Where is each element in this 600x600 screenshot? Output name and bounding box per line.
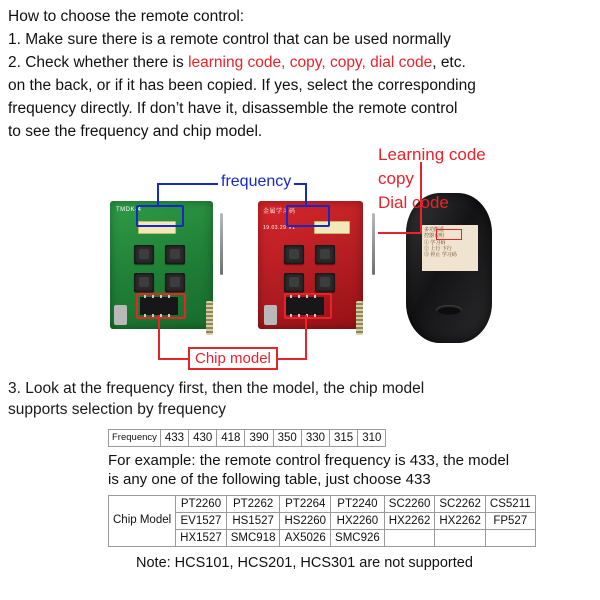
intro-line-2-highlight: learning code, copy, copy, dial code xyxy=(188,54,433,71)
frequency-callout-box-green xyxy=(136,205,184,227)
red-pcb-silkscreen-2: 19.03.29 V1 xyxy=(263,225,296,231)
intro-line-2-b: , etc. xyxy=(432,54,466,71)
remote-button-lens xyxy=(436,305,462,315)
table-row xyxy=(109,495,536,512)
frequency-table-header: Frequency xyxy=(109,429,161,446)
chip-cell-1-5: HX2262 xyxy=(435,512,486,529)
frequency-cell-3: 390 xyxy=(245,429,273,446)
green-coil xyxy=(206,301,213,335)
frequency-cell-4: 350 xyxy=(273,429,301,446)
frequency-leader-red xyxy=(305,183,307,206)
intro-line-4: frequency directly. If don’t have it, disassemble the remote control xyxy=(8,100,458,117)
red-pcb-silkscreen-1: 金属学习码 xyxy=(263,209,296,215)
chip-cell-0-6: CS5211 xyxy=(485,495,535,512)
green-solder-pad xyxy=(114,305,127,325)
learning-leader-horizontal xyxy=(378,232,422,234)
red-button-3 xyxy=(284,273,304,292)
chip-cell-1-0: EV1527 xyxy=(176,512,227,529)
example-line-2: is any one of the following table, just choose 433 xyxy=(108,471,431,489)
support-note: Note: HCS101, HCS201, HCS301 are not supported xyxy=(136,554,473,571)
intro-title: How to choose the remote control: xyxy=(8,8,245,25)
red-solder-pad xyxy=(264,305,277,325)
intro-line-5: to see the frequency and chip model. xyxy=(8,123,263,140)
chip-cell-1-4: HX2262 xyxy=(384,512,435,529)
intro-line-1: 1. Make sure there is a remote control that can be used normally xyxy=(8,31,451,48)
remote-label-line-0: 多功能遥 xyxy=(424,227,445,233)
frequency-cell-1: 430 xyxy=(189,429,217,446)
chip-model-callout-box-green xyxy=(136,293,186,319)
intro-line-2-a: 2. Check whether there is xyxy=(8,54,189,71)
green-pcb-silkscreen: TMDK-4 xyxy=(116,207,142,213)
intro-line-2 xyxy=(8,52,590,74)
chip-model-table xyxy=(108,495,536,547)
section-3-line-1: 3. Look at the frequency first, then the model, the chip model xyxy=(8,380,425,397)
green-antenna xyxy=(220,213,223,275)
frequency-callout-box-red xyxy=(286,205,330,227)
frequency-cell-5: 330 xyxy=(301,429,329,446)
green-button-1 xyxy=(134,245,154,264)
red-button-4 xyxy=(315,273,335,292)
section-3-text xyxy=(0,377,600,421)
chip-cell-0-3: PT2240 xyxy=(331,495,385,512)
chip-cell-2-1: SMC918 xyxy=(226,529,280,546)
remote-diagram xyxy=(0,147,600,377)
dial-code-label: Dial code xyxy=(378,193,449,212)
frequency-cell-6: 315 xyxy=(330,429,358,446)
chip-cell-0-0: PT2260 xyxy=(176,495,227,512)
example-line-1: For example: the remote control frequency is 433, the model xyxy=(108,451,510,469)
chip-cell-2-3: SMC926 xyxy=(331,529,385,546)
frequency-cell-7: 310 xyxy=(358,429,386,446)
chip-table-row-header: Chip Model xyxy=(109,495,176,546)
chip-cell-1-3: HX2260 xyxy=(331,512,385,529)
green-button-2 xyxy=(165,245,185,264)
learning-code-label: Learning code xyxy=(378,145,486,164)
example-text xyxy=(108,451,600,490)
chip-model-callout-box-red xyxy=(284,293,332,319)
chip-model-callout-label: Chip model xyxy=(188,347,278,370)
remote-label-line-4: ③ 停止 学习码 xyxy=(424,252,457,258)
frequency-cell-2: 418 xyxy=(217,429,245,446)
chip-cell-0-4: SC2260 xyxy=(384,495,435,512)
frequency-cell-0: 433 xyxy=(160,429,188,446)
remote-label-line-2: ① 学习码 xyxy=(424,239,446,246)
chip-cell-2-5 xyxy=(435,529,486,546)
chip-cell-0-1: PT2262 xyxy=(226,495,280,512)
chip-leader-red xyxy=(305,315,307,359)
chip-cell-0-2: PT2264 xyxy=(280,495,331,512)
tables-block xyxy=(0,429,600,571)
chip-cell-2-0: HX1527 xyxy=(176,529,227,546)
remote-label-line-3: ② 上行 下行 xyxy=(424,245,452,252)
chip-cell-2-4 xyxy=(384,529,435,546)
chip-cell-1-6: FP527 xyxy=(485,512,535,529)
chip-leader-green xyxy=(158,315,160,359)
green-button-3 xyxy=(134,273,154,292)
intro-line-3: on the back, or if it has been copied. If yes, select the corresponding xyxy=(8,77,476,94)
green-button-4 xyxy=(165,273,185,292)
intro-text-block xyxy=(0,0,600,143)
frequency-callout-label: frequency xyxy=(218,173,294,191)
chip-cell-1-2: HS2260 xyxy=(280,512,331,529)
red-antenna xyxy=(372,213,375,275)
copy-label: copy xyxy=(378,169,414,188)
frequency-table xyxy=(108,429,386,447)
black-remote-photo xyxy=(406,193,492,343)
red-button-1 xyxy=(284,245,304,264)
red-button-2 xyxy=(315,245,335,264)
chip-cell-2-6 xyxy=(485,529,535,546)
remote-learning-code-highlight xyxy=(436,229,462,240)
red-coil xyxy=(356,301,363,335)
section-3-line-2: supports selection by frequency xyxy=(8,400,226,418)
table-row xyxy=(109,429,386,446)
chip-cell-2-2: AX5026 xyxy=(280,529,331,546)
chip-cell-1-1: HS1527 xyxy=(226,512,280,529)
frequency-leader-green xyxy=(157,183,159,206)
remote-label-line-1: 控器说明 xyxy=(424,233,445,240)
chip-cell-0-5: SC2262 xyxy=(435,495,486,512)
